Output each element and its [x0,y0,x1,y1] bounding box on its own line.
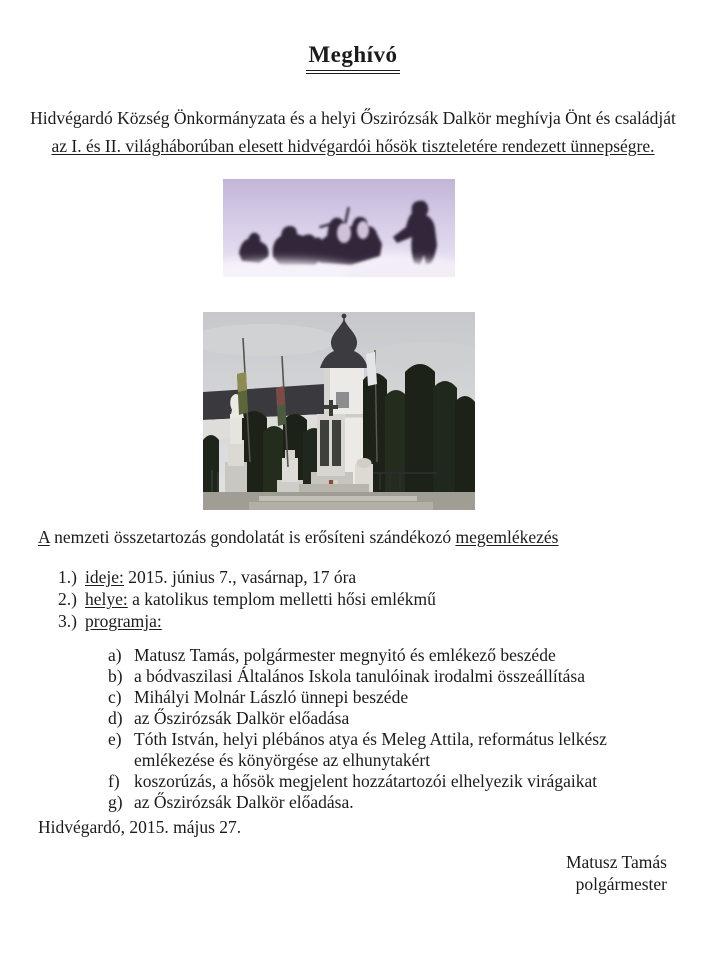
program-marker: g) [108,792,123,812]
signature-block [566,851,667,895]
program-text: koszorúzás, a hősök megjelent hozzátartozói elhelyezik virágaikat [134,771,598,791]
program-text: az Őszirózsák Dalkör előadása [134,708,350,728]
intro-line-1: Hidvégardó Község Önkormányzata és a helyi Őszirózsák Dalkör meghívja Önt és családját [30,108,676,128]
war-photo [223,179,455,277]
program-text: Mihályi Molnár László ünnepi beszéde [134,687,409,707]
program-text: az Őszirózsák Dalkör előadása. [134,792,354,812]
detail-label: ideje: [85,567,124,587]
memorial-sentence-keyword: megemlékezés [455,527,559,547]
church-photo [203,312,475,510]
program-item [108,771,668,792]
program-list [108,645,668,813]
program-text: Matusz Tamás, polgármester megnyitó és emlékező beszéde [134,645,556,665]
church-photo-illustration [203,312,475,510]
detail-marker: 2.) [58,589,77,609]
program-marker: d) [108,708,123,728]
memorial-sentence-prefix: A [38,527,50,547]
program-marker: e) [108,729,122,749]
detail-item-place [58,588,436,610]
document-title: Meghívó [306,42,399,74]
program-text: a bódvaszilasi Általános Iskola tanulóinak irodalmi összeállítása [134,666,585,686]
war-photo-illustration [223,179,455,277]
program-marker: b) [108,666,123,686]
detail-label: programja: [85,611,162,631]
detail-item-program [58,610,436,632]
intro-line-2: az I. és II. világháborúban elesett hidvégardói hősök tiszteletére rendezett ünnepségre. [51,136,655,156]
title-block [0,42,706,74]
program-marker: a) [108,645,122,665]
details-list [58,566,436,632]
detail-label: helye: [85,589,128,609]
memorial-sentence [38,527,558,548]
detail-marker: 1.) [58,567,77,587]
program-item [108,729,668,771]
program-item [108,792,668,813]
program-marker: c) [108,687,122,707]
program-item [108,645,668,666]
memorial-sentence-middle: nemzeti összetartozás gondolatát is erősíteni szándékozó [49,527,456,547]
detail-marker: 3.) [58,611,77,631]
detail-item-time [58,566,436,588]
detail-text: a katolikus templom melletti hősi emlékmű [127,589,436,609]
program-marker: f) [108,771,120,791]
program-text: Tóth István, helyi plébános atya és Meleg Attila, református lelkész emlékezése és könyörgése az elhunytakért [134,729,607,770]
signature-title: polgármester [575,874,667,894]
detail-text: 2015. június 7., vasárnap, 17 óra [123,567,357,587]
intro-paragraph [0,104,706,160]
program-item [108,666,668,687]
program-item [108,708,668,729]
dateline: Hidvégardó, 2015. május 27. [38,817,242,837]
signature-name: Matusz Tamás [565,852,667,872]
program-item [108,687,668,708]
